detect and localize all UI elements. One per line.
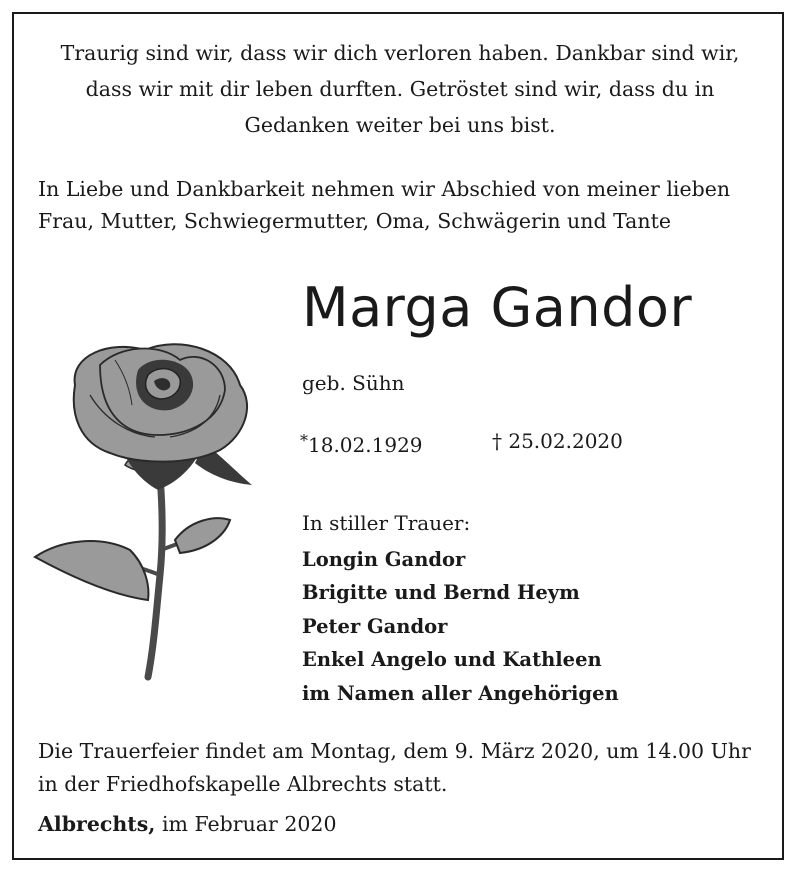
- funeral-line-2: in der Friedhofskapelle Albrechts statt.: [38, 772, 448, 796]
- verse-line-2: dass wir mit dir leben durften. Getröstet sind wir, dass du in: [85, 77, 715, 101]
- death-date-group: [492, 427, 623, 455]
- birth-symbol: *: [300, 431, 308, 450]
- intro-line-1: In Liebe und Dankbarkeit nehmen wir Abschied von meiner lieben: [38, 177, 731, 201]
- closing-place: Albrechts,: [38, 812, 156, 836]
- mourner-name: Brigitte und Bernd Heym: [302, 581, 580, 604]
- birth-date: 18.02.1929: [308, 433, 423, 457]
- mourner-name: Enkel Angelo und Kathleen: [302, 648, 602, 671]
- verse-line-1: Traurig sind wir, dass wir dich verloren haben. Dankbar sind wir,: [60, 41, 740, 65]
- death-date: 25.02.2020: [508, 429, 623, 453]
- maiden-name: geb. Sühn: [302, 371, 405, 395]
- funeral-line-1: Die Trauerfeier findet am Montag, dem 9. März 2020, um 14.00 Uhr: [38, 739, 751, 763]
- death-symbol: †: [492, 429, 502, 453]
- mourner-name: im Namen aller Angehörigen: [302, 682, 619, 705]
- intro-line-2: Frau, Mutter, Schwiegermutter, Oma, Schwägerin und Tante: [38, 209, 671, 233]
- mourners-heading: In stiller Trauer:: [302, 511, 471, 535]
- mourner-name: Longin Gandor: [302, 548, 466, 571]
- closing-line: [38, 808, 337, 841]
- mourner-name: Peter Gandor: [302, 615, 448, 638]
- verse-line-3: Gedanken weiter bei uns bist.: [244, 113, 556, 137]
- deceased-name: Marga Gandor: [302, 276, 693, 339]
- closing-date: im Februar 2020: [161, 812, 337, 836]
- rose-icon: [30, 325, 260, 685]
- birth-date-group: [300, 427, 423, 459]
